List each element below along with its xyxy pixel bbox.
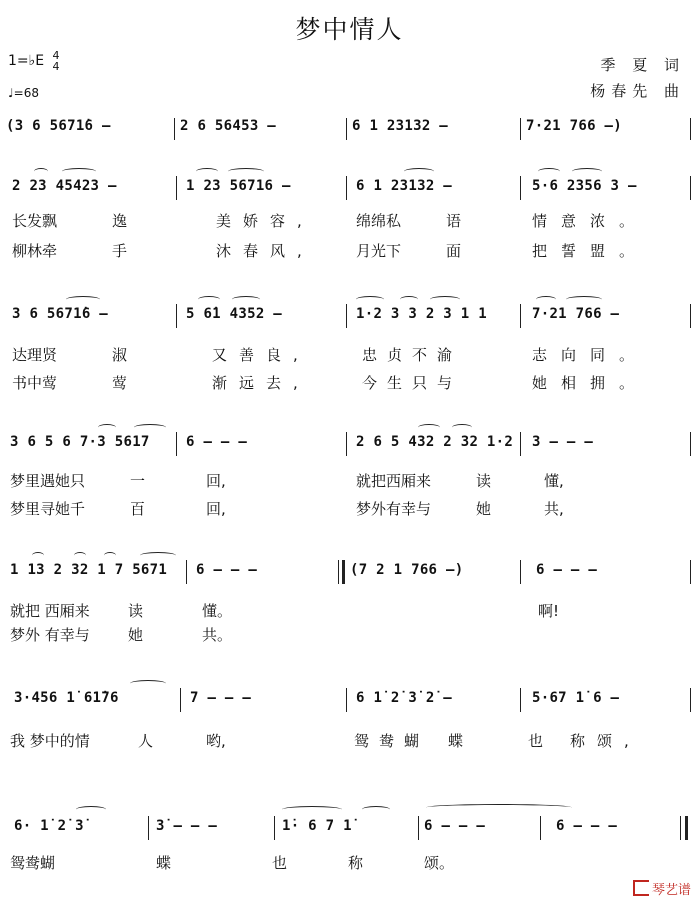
lyric-word: 逸 (112, 212, 128, 230)
lyric-word: 她 (128, 626, 144, 644)
barline (520, 304, 521, 328)
lyric-word: 梦里寻她千 (10, 500, 86, 518)
lyric-word: 面 (446, 242, 462, 260)
tempo-marking: ♩=68 (8, 86, 39, 100)
logo-icon (633, 880, 649, 896)
slur (134, 424, 166, 431)
slur (430, 296, 460, 303)
lyric-word: 把誓盟。 (532, 242, 649, 260)
lyric-word: 我 梦中的情 (10, 732, 90, 750)
lyric-word: 蝶 (448, 732, 464, 750)
lyric-word: 就把西厢来 (356, 472, 432, 490)
measure: (7 2 1 766 –) (350, 562, 464, 578)
lyric-word: 颂。 (424, 854, 455, 872)
lyric-word: 长发飘 (12, 212, 58, 230)
watermark-text: 琴艺谱 (651, 883, 691, 898)
measure: 5·6 2356 3 – (532, 178, 637, 194)
time-top: 4 (52, 49, 60, 62)
lyric-word: 梦外 有幸与 (10, 626, 90, 644)
measure: 3 6 5 6 7·3 5617 (10, 434, 150, 450)
measure: 6· 1̇ 2̇ 3̇ (14, 818, 84, 834)
barline (148, 816, 149, 840)
lyric-word: 莺 (112, 374, 128, 392)
lyric-word: 哟, (206, 732, 226, 750)
lyric-word: 共。 (202, 626, 233, 644)
slur (232, 296, 260, 303)
lyric-word: 她 (476, 500, 492, 518)
lyric-word: 一 (130, 472, 146, 490)
measure: 6 – – – (536, 562, 598, 578)
slur (418, 424, 440, 431)
measure: (3 6 5671̇6 – (6, 118, 111, 134)
lyric-word: 情意浓。 (532, 212, 649, 230)
barline (346, 688, 347, 712)
slur (228, 168, 264, 175)
site-watermark (633, 879, 691, 898)
slur (400, 296, 418, 303)
measure: 3̇ – – – (156, 818, 218, 834)
lyric-word: 鸳鸯蝴 (354, 732, 430, 750)
key-text: 1=♭E (8, 53, 45, 69)
slur (198, 296, 220, 303)
barline (338, 560, 339, 584)
lyric-word: 柳林牵 (12, 242, 58, 260)
measure: 2 23 45423 – (12, 178, 117, 194)
slur (66, 296, 100, 303)
measure: 6 – – – (424, 818, 486, 834)
lyric-word: 又善良, (212, 346, 310, 364)
lyricist: 季 夏 词 (600, 56, 685, 74)
barline (186, 560, 187, 584)
lyric-word: 称 (348, 854, 364, 872)
barline (174, 118, 175, 140)
measure: 3 – – – (532, 434, 594, 450)
slur (140, 552, 176, 559)
slur (196, 168, 218, 175)
lyric-word: 懂, (544, 472, 564, 490)
lyric-word: 也 (528, 732, 544, 750)
lyric-word: 就把 西厢来 (10, 602, 90, 620)
lyric-word: 人 (138, 732, 154, 750)
slur (34, 168, 48, 175)
lyric-word: 淑 (112, 346, 128, 364)
lyric-word: 语 (446, 212, 462, 230)
barline (176, 432, 177, 456)
barline (520, 176, 521, 200)
measure: 6 1 23132 – (352, 118, 449, 134)
measure: 7·21 766 –) (526, 118, 623, 134)
lyric-word: 绵绵私 (356, 212, 402, 230)
barline (346, 118, 347, 140)
lyric-word: 月光下 (356, 242, 402, 260)
lyric-word: 读 (128, 602, 144, 620)
slur (566, 296, 602, 303)
slur (98, 424, 116, 431)
repeat-barline (342, 560, 345, 584)
lyric-word: 共, (544, 500, 564, 518)
lyric-word: 达理贤 (12, 346, 58, 364)
barline (520, 688, 521, 712)
slur (362, 806, 390, 813)
barline (690, 688, 691, 712)
lyric-word: 书中莺 (12, 374, 58, 392)
barline (180, 688, 181, 712)
slur (74, 552, 86, 559)
measure: 1 23 56716 – (186, 178, 291, 194)
slur (452, 424, 472, 431)
measure: 2 6 5 432 2 32 1·2 (356, 434, 514, 450)
lyric-word: 啊! (538, 602, 560, 620)
slur (572, 168, 602, 175)
slur (356, 296, 384, 303)
final-barline-thin (680, 816, 681, 840)
barline (346, 304, 347, 328)
measure: 6 1 23132 – (356, 178, 453, 194)
measure: 1·2 3 3 2 3 1 1 (356, 306, 487, 322)
slur (404, 168, 434, 175)
barline (176, 176, 177, 200)
slur (104, 552, 116, 559)
barline (176, 304, 177, 328)
composer: 杨春先 曲 (590, 82, 685, 100)
lyric-word: 梦外有幸与 (356, 500, 432, 518)
lyric-word: 百 (130, 500, 146, 518)
lyric-word: 今生只与 (362, 374, 463, 392)
barline (690, 432, 691, 456)
lyric-word: 称颂, (570, 732, 641, 750)
slur (62, 168, 96, 175)
measure: 6 1̇ 2̇ 3̇ 2̇ – (356, 690, 453, 706)
slur (536, 296, 556, 303)
measure: 6 – – – (196, 562, 258, 578)
barline (520, 560, 521, 584)
measure: 6 – – – (186, 434, 248, 450)
lyric-word: 鸳鸯蝴 (10, 854, 56, 872)
lyric-word: 梦里遇她只 (10, 472, 86, 490)
barline (690, 304, 691, 328)
barline (690, 118, 691, 140)
time-signature (53, 50, 60, 72)
slur (426, 804, 572, 811)
measure: 5·67 1̇ 6 – (532, 690, 620, 706)
slur (538, 168, 560, 175)
lyric-word: 回, (206, 500, 226, 518)
barline (520, 432, 521, 456)
time-bottom: 4 (52, 60, 60, 73)
barline (346, 432, 347, 456)
slur (282, 806, 342, 813)
lyric-word: 读 (476, 472, 492, 490)
lyric-word: 忠贞不渝 (362, 346, 463, 364)
measure: 7 – – – (190, 690, 252, 706)
measure: 3 6 5671̇6 – (12, 306, 109, 322)
measure: 1̇· 6 7 1̇ (282, 818, 352, 834)
lyric-word: 手 (112, 242, 128, 260)
barline (540, 816, 541, 840)
measure: 7·21 766 – (532, 306, 620, 322)
slur (32, 552, 44, 559)
barline (418, 816, 419, 840)
lyric-word: 她相拥。 (532, 374, 649, 392)
final-barline-thick (685, 816, 688, 840)
lyric-word: 也 (272, 854, 288, 872)
slur (76, 806, 106, 813)
lyric-word: 志向同。 (532, 346, 649, 364)
lyric-word: 美娇容, (216, 212, 314, 230)
barline (520, 118, 521, 140)
page-title: 梦中情人 (295, 15, 404, 44)
barline (690, 560, 691, 584)
measure: 5 6̇1 4352 – (186, 306, 283, 322)
lyric-word: 蝶 (156, 854, 172, 872)
measure: 2 6 56453 – (180, 118, 277, 134)
lyric-word: 回, (206, 472, 226, 490)
lyric-word: 懂。 (202, 602, 233, 620)
slur (130, 680, 166, 687)
measure: 1 13 2 32 1 7 5671 (10, 562, 168, 578)
lyric-word: 沐春风, (216, 242, 314, 260)
barline (690, 176, 691, 200)
measure: 3·456 1̇ 61̇76 (14, 690, 119, 706)
barline (274, 816, 275, 840)
measure: 6 – – – (556, 818, 618, 834)
barline (346, 176, 347, 200)
lyric-word: 渐远去, (212, 374, 310, 392)
key-signature (8, 50, 60, 72)
